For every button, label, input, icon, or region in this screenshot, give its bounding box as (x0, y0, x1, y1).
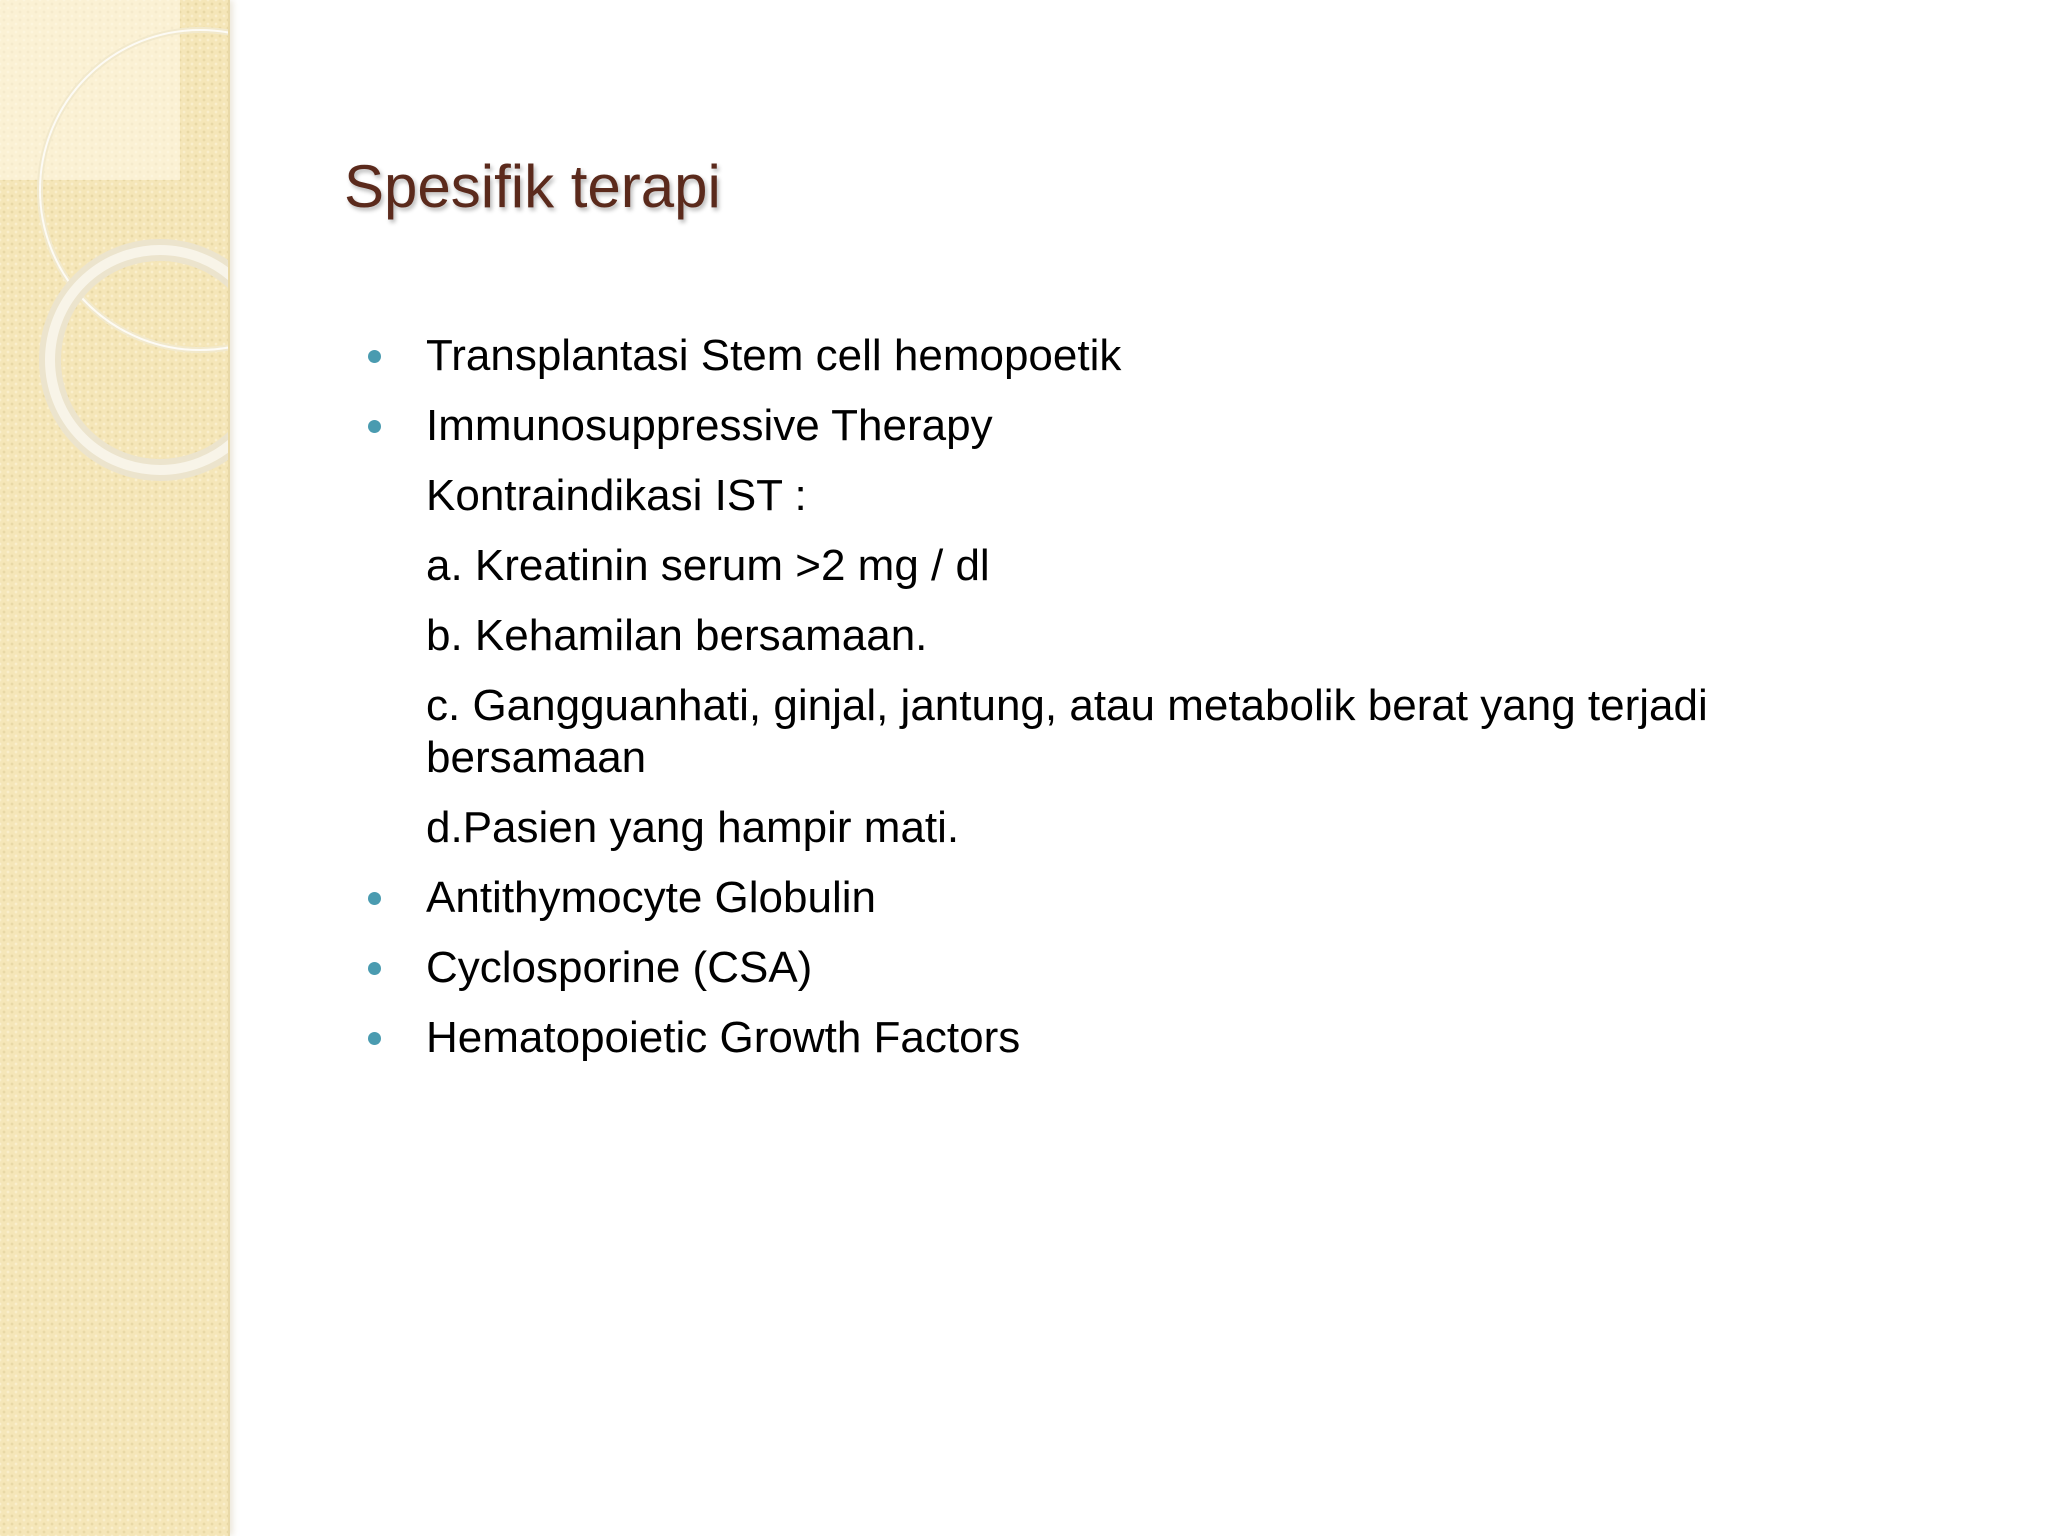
decorative-rings (0, 0, 228, 520)
list-item-text: Cyclosporine (CSA) (426, 943, 813, 992)
list-item-text: c. Gangguanhati, ginjal, jantung, atau metabolik berat yang terjadi bersamaan (426, 681, 1708, 782)
bullet-dot-icon (368, 420, 381, 433)
list-item-text: Transplantasi Stem cell hemopoetik (426, 331, 1122, 380)
list-item (360, 400, 1920, 452)
list-item (360, 872, 1920, 924)
list-item-text: Kontraindikasi IST : (426, 471, 807, 520)
list-item (360, 540, 1920, 592)
list-item (360, 330, 1920, 382)
list-item (360, 680, 1920, 784)
bullet-dot-icon (368, 1032, 381, 1045)
bullet-dot-icon (368, 350, 381, 363)
bullet-list (360, 330, 1920, 1082)
list-item (360, 802, 1920, 854)
list-item-text: Hematopoietic Growth Factors (426, 1013, 1021, 1062)
list-item (360, 942, 1920, 994)
list-item-text: b. Kehamilan bersamaan. (426, 611, 928, 660)
list-item-text: a. Kreatinin serum >2 mg / dl (426, 541, 990, 590)
bullet-dot-icon (368, 892, 381, 905)
list-item (360, 610, 1920, 662)
list-item-text: d.Pasien yang hampir mati. (426, 803, 960, 852)
list-item-text: Antithymocyte Globulin (426, 873, 876, 922)
list-item-text: Immunosuppressive Therapy (426, 401, 993, 450)
bullet-dot-icon (368, 962, 381, 975)
list-item (360, 470, 1920, 522)
list-item (360, 1012, 1920, 1064)
slide-title: Spesifik terapi (344, 153, 721, 220)
